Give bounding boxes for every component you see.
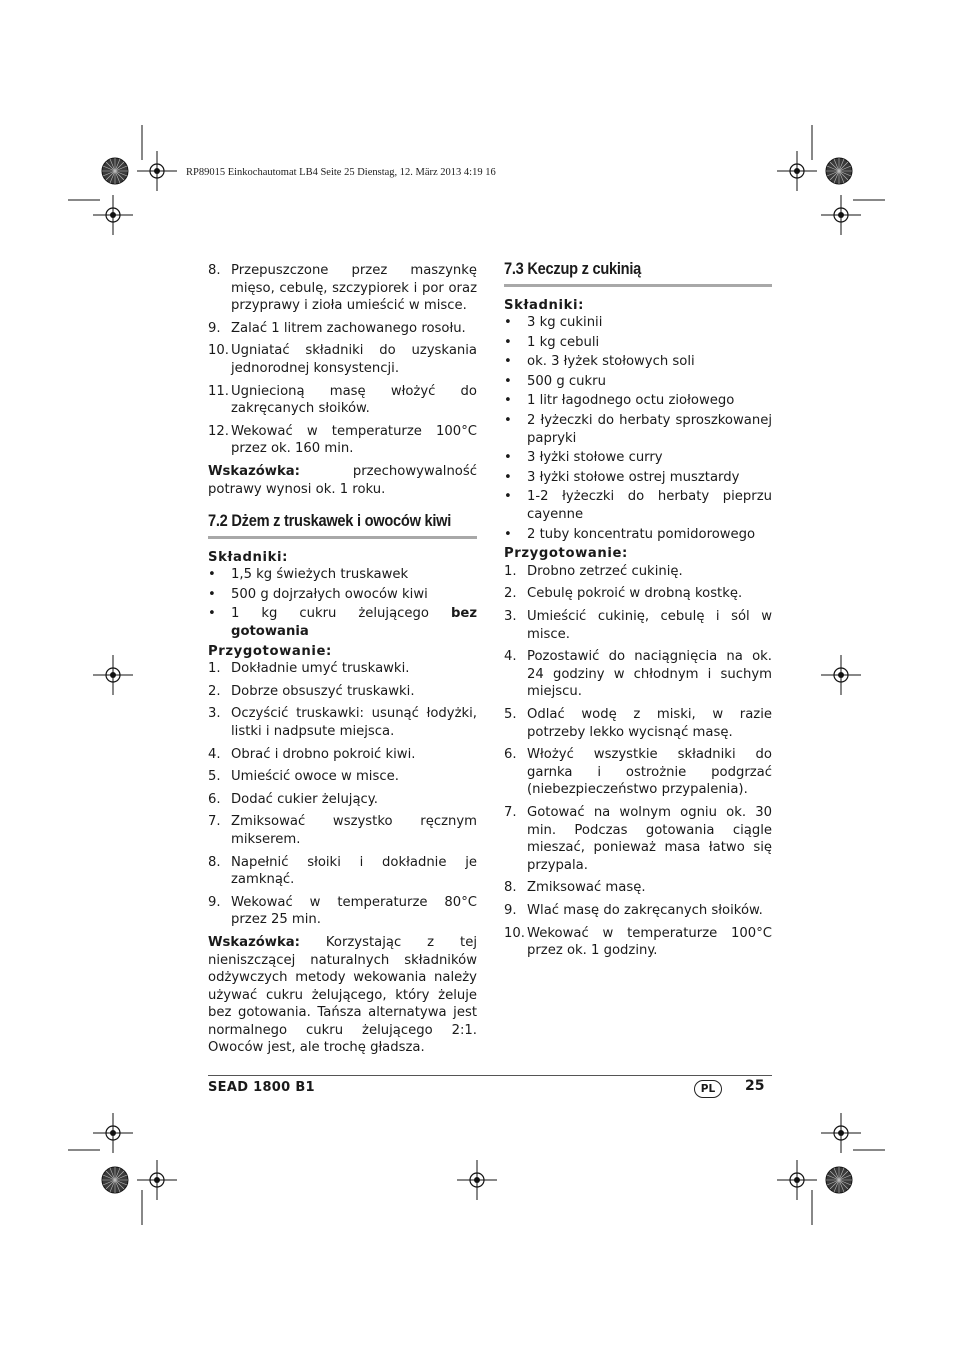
bullet-icon: • <box>504 393 512 409</box>
step-number: 9. <box>208 894 221 910</box>
bullet-icon: • <box>208 567 216 583</box>
step-number: 8. <box>208 263 221 278</box>
step-item <box>208 813 477 848</box>
prep-steps <box>208 660 477 929</box>
step-text: Umieścić owoce w misce. <box>231 769 399 785</box>
note-label: Wskazówka: <box>208 934 300 950</box>
step-text: Zalać 1 litrem zachowanego rosołu. <box>231 320 466 336</box>
step-number: 6. <box>208 791 221 807</box>
list-item <box>504 412 772 447</box>
step-text: Oczyścić truskawki: usunąć łodyżki, listki i nadpsute miejsca. <box>231 706 477 739</box>
step-text: Ugniecioną masę włożyć do zakręcanych słoików. <box>231 383 477 417</box>
step-text: Napełnić słoiki i dokładnie je zamknąć. <box>231 854 477 888</box>
prep-steps <box>504 563 772 960</box>
step-text: Pozostawić do naciągnięcia na ok. 24 godziny w chłodnym i suchym miejscu. <box>527 649 772 700</box>
ingredient-text-part: 1 kg cukru żelującego <box>231 606 451 622</box>
step-number: 3. <box>208 706 221 722</box>
ingredient-text: 1-2 łyżeczki do herbaty pieprzu cayenne <box>527 489 772 523</box>
list-item <box>208 566 477 584</box>
ingredient-text: 1 litr łagodnego octu ziołowego <box>527 393 735 409</box>
step-text: Włożyć wszystkie składniki do garnka i ostrożnie podgrzać (niebezpieczeństwo przypalenia). <box>527 747 772 798</box>
step-item <box>504 804 772 874</box>
section-title: 7.3 Keczup z cukinią <box>504 259 642 278</box>
step-item <box>504 879 772 897</box>
list-item <box>504 392 772 410</box>
step-item <box>208 854 477 889</box>
ingredients-list <box>504 314 772 543</box>
note-storage <box>208 463 477 498</box>
step-number: 6. <box>504 747 517 763</box>
step-text: Przepuszczone przez maszynkę mięso, cebulę, szczypiorek i por oraz przyprawy i zioła umieścić w misce. <box>231 263 477 314</box>
step-item <box>208 705 477 740</box>
step-item <box>208 423 477 458</box>
bullet-icon: • <box>504 315 512 331</box>
step-item <box>504 585 772 603</box>
step-text: Wlać masę do zakręcanych słoików. <box>527 902 763 918</box>
bullet-icon: • <box>208 586 216 602</box>
step-text: Odlać wodę z miski, w razie potrzeby lekko wycisnąć masę. <box>527 706 772 740</box>
ingredient-text: 2 łyżeczki do herbaty sproszkowanej papryki <box>527 413 772 446</box>
bullet-icon: • <box>504 413 512 429</box>
step-item <box>504 902 772 920</box>
note-label: Wskazówka: <box>208 463 300 479</box>
ingredient-text: 500 g dojrzałych owoców kiwi <box>231 586 428 602</box>
step-text: Dobrze obsuszyć truskawki. <box>231 683 415 699</box>
step-text: Gotować na wolnym ogniu ok. 30 min. Podczas gotowania ciągle mieszać, ponieważ masa łatwo się przypala. <box>527 804 772 873</box>
left-column <box>208 262 477 1057</box>
step-item <box>208 342 477 377</box>
step-item <box>504 608 772 643</box>
ingredient-text: 3 łyżki stołowe curry <box>527 450 663 466</box>
note-gelling-sugar <box>208 934 477 1057</box>
step-item <box>208 660 477 678</box>
bullet-icon: • <box>504 354 512 370</box>
step-text: Ugniatać składniki do uzyskania jednorodnej konsystencji. <box>231 343 477 376</box>
list-item <box>504 373 772 391</box>
step-number: 5. <box>208 769 221 785</box>
step-text: Wekować w temperaturze 80°C przez 25 min. <box>231 894 477 928</box>
ingredient-text: 2 tuby koncentratu pomidorowego <box>527 526 756 542</box>
step-item <box>208 746 477 764</box>
step-number: 8. <box>504 880 517 896</box>
step-item <box>504 648 772 701</box>
note-text: Korzystając z tej nieniszczącej naturalnych składników odżywczych metody wekowania należy używać cukru żelującego, który żeluje bez gotowania. Tańsza alternatywa jest normalnego cukru żelującego 2:1. Owoców jest, ale trochę gładsza. <box>208 934 477 1056</box>
step-number: 2. <box>504 586 517 602</box>
section-title: 7.2 Dżem z truskawek i owoców kiwi <box>208 511 452 531</box>
step-item <box>208 768 477 786</box>
ingredient-text: 1 kg cebuli <box>527 334 600 350</box>
step-item <box>208 320 477 338</box>
right-column <box>504 258 772 965</box>
step-number: 1. <box>504 563 517 579</box>
bullet-icon: • <box>504 373 512 389</box>
footer-model: SEAD 1800 B1 <box>208 1080 315 1095</box>
page-number: 25 <box>745 1078 765 1094</box>
section-rule <box>208 536 477 539</box>
step-text: Drobno zetrzeć cukinię. <box>527 563 683 579</box>
step-item <box>208 262 477 315</box>
section-7-3-header <box>504 258 772 287</box>
step-number: 10. <box>504 925 525 941</box>
step-text: Zmiksować masę. <box>527 880 646 896</box>
note-text: przechowywalność potrawy wynosi ok. 1 roku. <box>208 463 477 497</box>
list-item <box>208 605 477 640</box>
section-7-2-header <box>208 510 477 539</box>
bullet-icon: • <box>504 526 512 542</box>
step-number: 5. <box>504 706 517 722</box>
step-text: Cebulę pokroić w drobną kostkę. <box>527 586 743 602</box>
bullet-icon: • <box>504 334 512 350</box>
step-item <box>504 925 772 960</box>
step-item <box>208 894 477 929</box>
step-number: 7. <box>504 804 517 820</box>
bullet-icon: • <box>504 469 512 485</box>
list-item <box>504 469 772 487</box>
step-text: Wekować w temperaturze 100°C przez ok. 1 godziny. <box>527 925 772 959</box>
step-number: 7. <box>208 814 221 830</box>
print-slug: RP89015 Einkochautomat LB4 Seite 25 Dienstag, 12. März 2013 4:19 16 <box>186 167 496 178</box>
ingredients-label: Składniki: <box>208 549 288 565</box>
step-number: 11. <box>208 383 229 399</box>
list-item <box>504 449 772 467</box>
list-item <box>208 586 477 604</box>
step-number: 9. <box>208 320 221 336</box>
step-item <box>504 746 772 799</box>
step-text: Dodać cukier żelujący. <box>231 791 378 807</box>
step-item <box>208 791 477 809</box>
bullet-icon: • <box>504 450 512 466</box>
step-number: 4. <box>208 746 221 762</box>
footer-rule <box>208 1075 772 1076</box>
prep-label: Przygotowanie: <box>504 546 628 562</box>
step-item <box>504 706 772 741</box>
step-number: 1. <box>208 661 221 677</box>
list-item <box>504 314 772 332</box>
step-item <box>208 383 477 418</box>
step-text: Umieścić cukinię, cebulę i sól w misce. <box>527 609 772 642</box>
ingredient-text <box>231 605 477 640</box>
left-steps-top <box>208 262 477 458</box>
list-item <box>504 353 772 371</box>
step-text: Obrać i drobno pokroić kiwi. <box>231 746 416 762</box>
bullet-icon: • <box>504 489 512 505</box>
ingredient-text-bold: bez gotowania <box>231 606 477 639</box>
step-number: 12. <box>208 423 229 439</box>
step-text: Dokładnie umyć truskawki. <box>231 661 410 677</box>
ingredient-text: 3 kg cukinii <box>527 315 603 331</box>
prep-label: Przygotowanie: <box>208 643 332 659</box>
ingredient-text: ok. 3 łyżek stołowych soli <box>527 354 695 370</box>
ingredient-text: 1,5 kg świeżych truskawek <box>231 567 409 583</box>
step-number: 2. <box>208 683 221 699</box>
list-item <box>504 526 772 544</box>
list-item <box>504 334 772 352</box>
language-badge: PL <box>694 1080 722 1098</box>
step-item <box>208 683 477 701</box>
step-item <box>504 563 772 581</box>
step-number: 8. <box>208 854 221 870</box>
step-number: 4. <box>504 649 517 665</box>
bullet-icon: • <box>208 606 216 622</box>
ingredient-text: 500 g cukru <box>527 373 606 389</box>
ingredients-list <box>208 566 477 603</box>
step-text: Wekować w temperaturze 100°C przez ok. 160 min. <box>231 423 477 457</box>
ingredient-text: 3 łyżki stołowe ostrej musztardy <box>527 469 740 485</box>
step-number: 3. <box>504 609 517 624</box>
step-number: 10. <box>208 343 229 359</box>
list-item <box>504 488 772 523</box>
step-number: 9. <box>504 902 517 918</box>
section-rule <box>504 284 772 287</box>
ingredients-label: Składniki: <box>504 297 584 313</box>
step-text: Zmiksować wszystko ręcznym mikserem. <box>231 814 477 847</box>
